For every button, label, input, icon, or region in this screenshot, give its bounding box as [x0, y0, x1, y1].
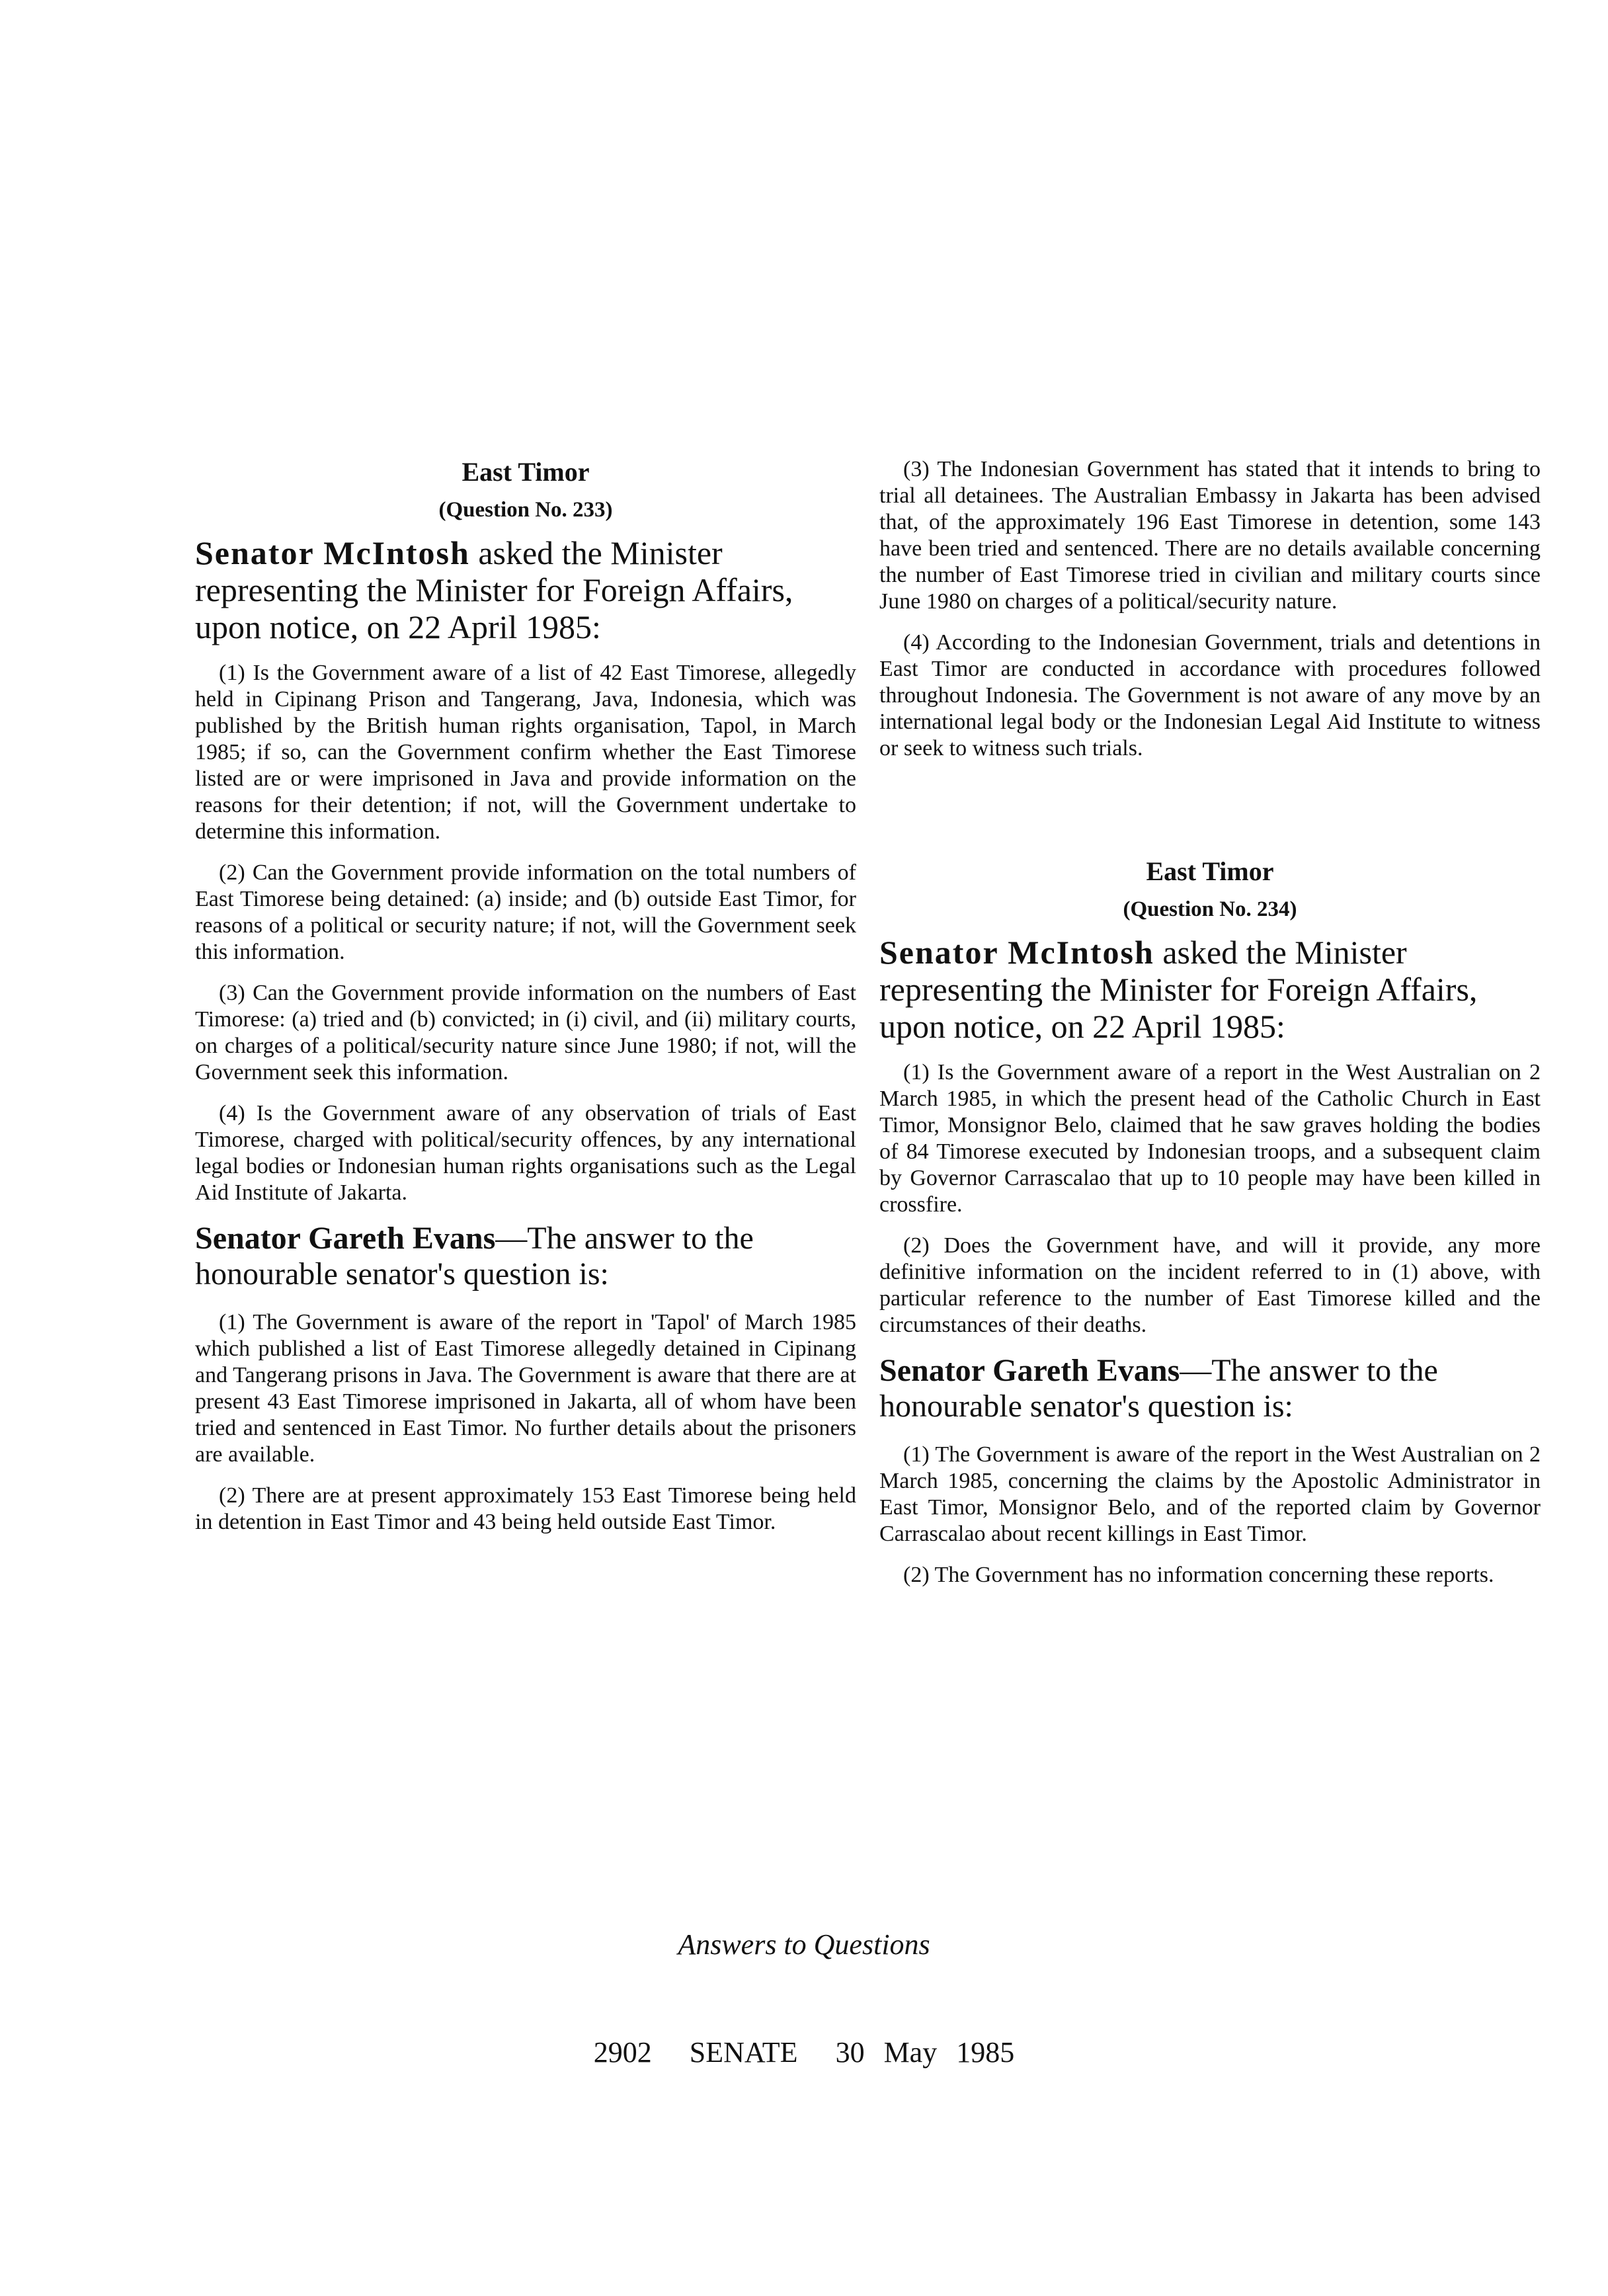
section-heading: East Timor [1146, 856, 1274, 886]
answer-paragraph: (3) The Indonesian Government has stated that it intends to bring to trial all detainees. The Australian Embassy in Jakarta has been advised that, of the approximately 196 East Timorese in detention, some 143 have been tried and sentenced. There are no details available concerning the number of East Timorese tried in civilian and military courts since June 1980 on charges of a political/security nature. [879, 457, 1541, 614]
answer-paragraph: (4) According to the Indonesian Government, trials and detentions in East Timor are conducted in accordance with procedures followed throughout Indonesia. The Government is not aware of any move by an international legal body or the Indonesian Legal Aid Institute to witness or seek to witness such trials. [879, 630, 1541, 760]
asked-text: asked the Minister representing the Minister for Foreign Affairs, upon notice, on 22 April 1985: [195, 534, 793, 645]
page-footer [0, 2035, 1608, 2069]
question-number: (Question No. 234) [1123, 897, 1297, 921]
chamber-name: SENATE [689, 2036, 798, 2069]
sitting-date: 30 May 1985 [835, 2036, 1015, 2069]
answerer-name: Senator Gareth Evans [879, 1353, 1180, 1388]
asked-text: asked the Minister representing the Minister for Foreign Affairs, upon notice, on 22 April 1985: [879, 934, 1478, 1045]
asker-name: Senator McIntosh [879, 934, 1154, 971]
answer-paragraph: (1) The Government is aware of the report in 'Tapol' of March 1985 which published a list of East Timorese allegedly detained in Cipinang and Tangerang prisons in Java. The Government is aware that there are at present 43 East Timorese imprisoned in Jakarta, all of whom have been tried and sentenced in East Timor. No further details about the prisoners are available. [195, 1310, 856, 1467]
question-paragraph: (2) Does the Government have, and will it provide, any more definitive information on the incident referred to in (1) above, with particular reference to the number of East Timorese killed and the circumstances of their deaths. [879, 1233, 1541, 1337]
question-paragraph: (1) Is the Government aware of a report in the West Australian on 2 March 1985, in which the present head of the Catholic Church in East Timor, Monsignor Belo, claimed that he saw graves holding the bodies of 84 Timorese executed by Indonesian troops, and a subsequent claim by Governor Carrascalao that up to 10 people may have been killed in crossfire. [879, 1060, 1541, 1217]
question-preamble [879, 934, 1541, 1045]
right-column [879, 456, 1541, 1603]
answer-paragraph: (1) The Government is aware of the report in the West Australian on 2 March 1985, concerning the claims by the Apostolic Administrator in East Timor, Monsignor Belo, and of the reported claim by Governor Carrascalao about recent killings in East Timor. [879, 1442, 1541, 1546]
answer-preamble [195, 1221, 856, 1292]
question-paragraph: (1) Is the Government aware of a list of 42 East Timorese, allegedly held in Cipinang Prison and Tangerang, Java, Indonesia, which was published by the British human rights organisation, Tapol, in March 1985; if so, can the Government confirm whether the East Timorese listed are or were imprisoned in Java and provide information on the reasons for their detention; if not, will the Government undertake to determine this information. [195, 661, 856, 844]
section-spacer [879, 776, 1541, 856]
question-number: (Question No. 233) [438, 498, 613, 522]
answer-preamble [879, 1353, 1541, 1424]
question-paragraph: (3) Can the Government provide information on the numbers of East Timorese: (a) tried and (b) convicted; in (i) civil, and (ii) military courts, on charges of a political/security nature since June 1980; if not, will the Government seek this information. [195, 981, 856, 1085]
running-title: Answers to Questions [678, 1928, 930, 1961]
answer-paragraph: (2) There are at present approximately 153 East Timorese being held in detention in East Timor and 43 being held outside East Timor. [195, 1483, 856, 1534]
answer-paragraph: (2) The Government has no information concerning these reports. [903, 1563, 1494, 1587]
page-number: 2902 [593, 2036, 652, 2069]
left-column [195, 456, 856, 1550]
answer-intro: —The answer to the honourable senator's question is: [195, 1221, 754, 1292]
answer-intro: —The answer to the honourable senator's question is: [879, 1353, 1438, 1424]
question-preamble [195, 534, 856, 645]
question-paragraph: (2) Can the Government provide information on the total numbers of East Timorese being detained: (a) inside; and (b) outside East Timor, for reasons of a political or security nature; if not, will the Government seek this information. [195, 860, 856, 964]
question-paragraph: (4) Is the Government aware of any observation of trials of East Timorese, charged with political/security offences, by any international legal bodies or Indonesian human rights organisations such as the Legal Aid Institute of Jakarta. [195, 1101, 856, 1205]
asker-name: Senator McIntosh [195, 534, 470, 571]
answerer-name: Senator Gareth Evans [195, 1221, 496, 1256]
section-heading: East Timor [462, 457, 590, 487]
